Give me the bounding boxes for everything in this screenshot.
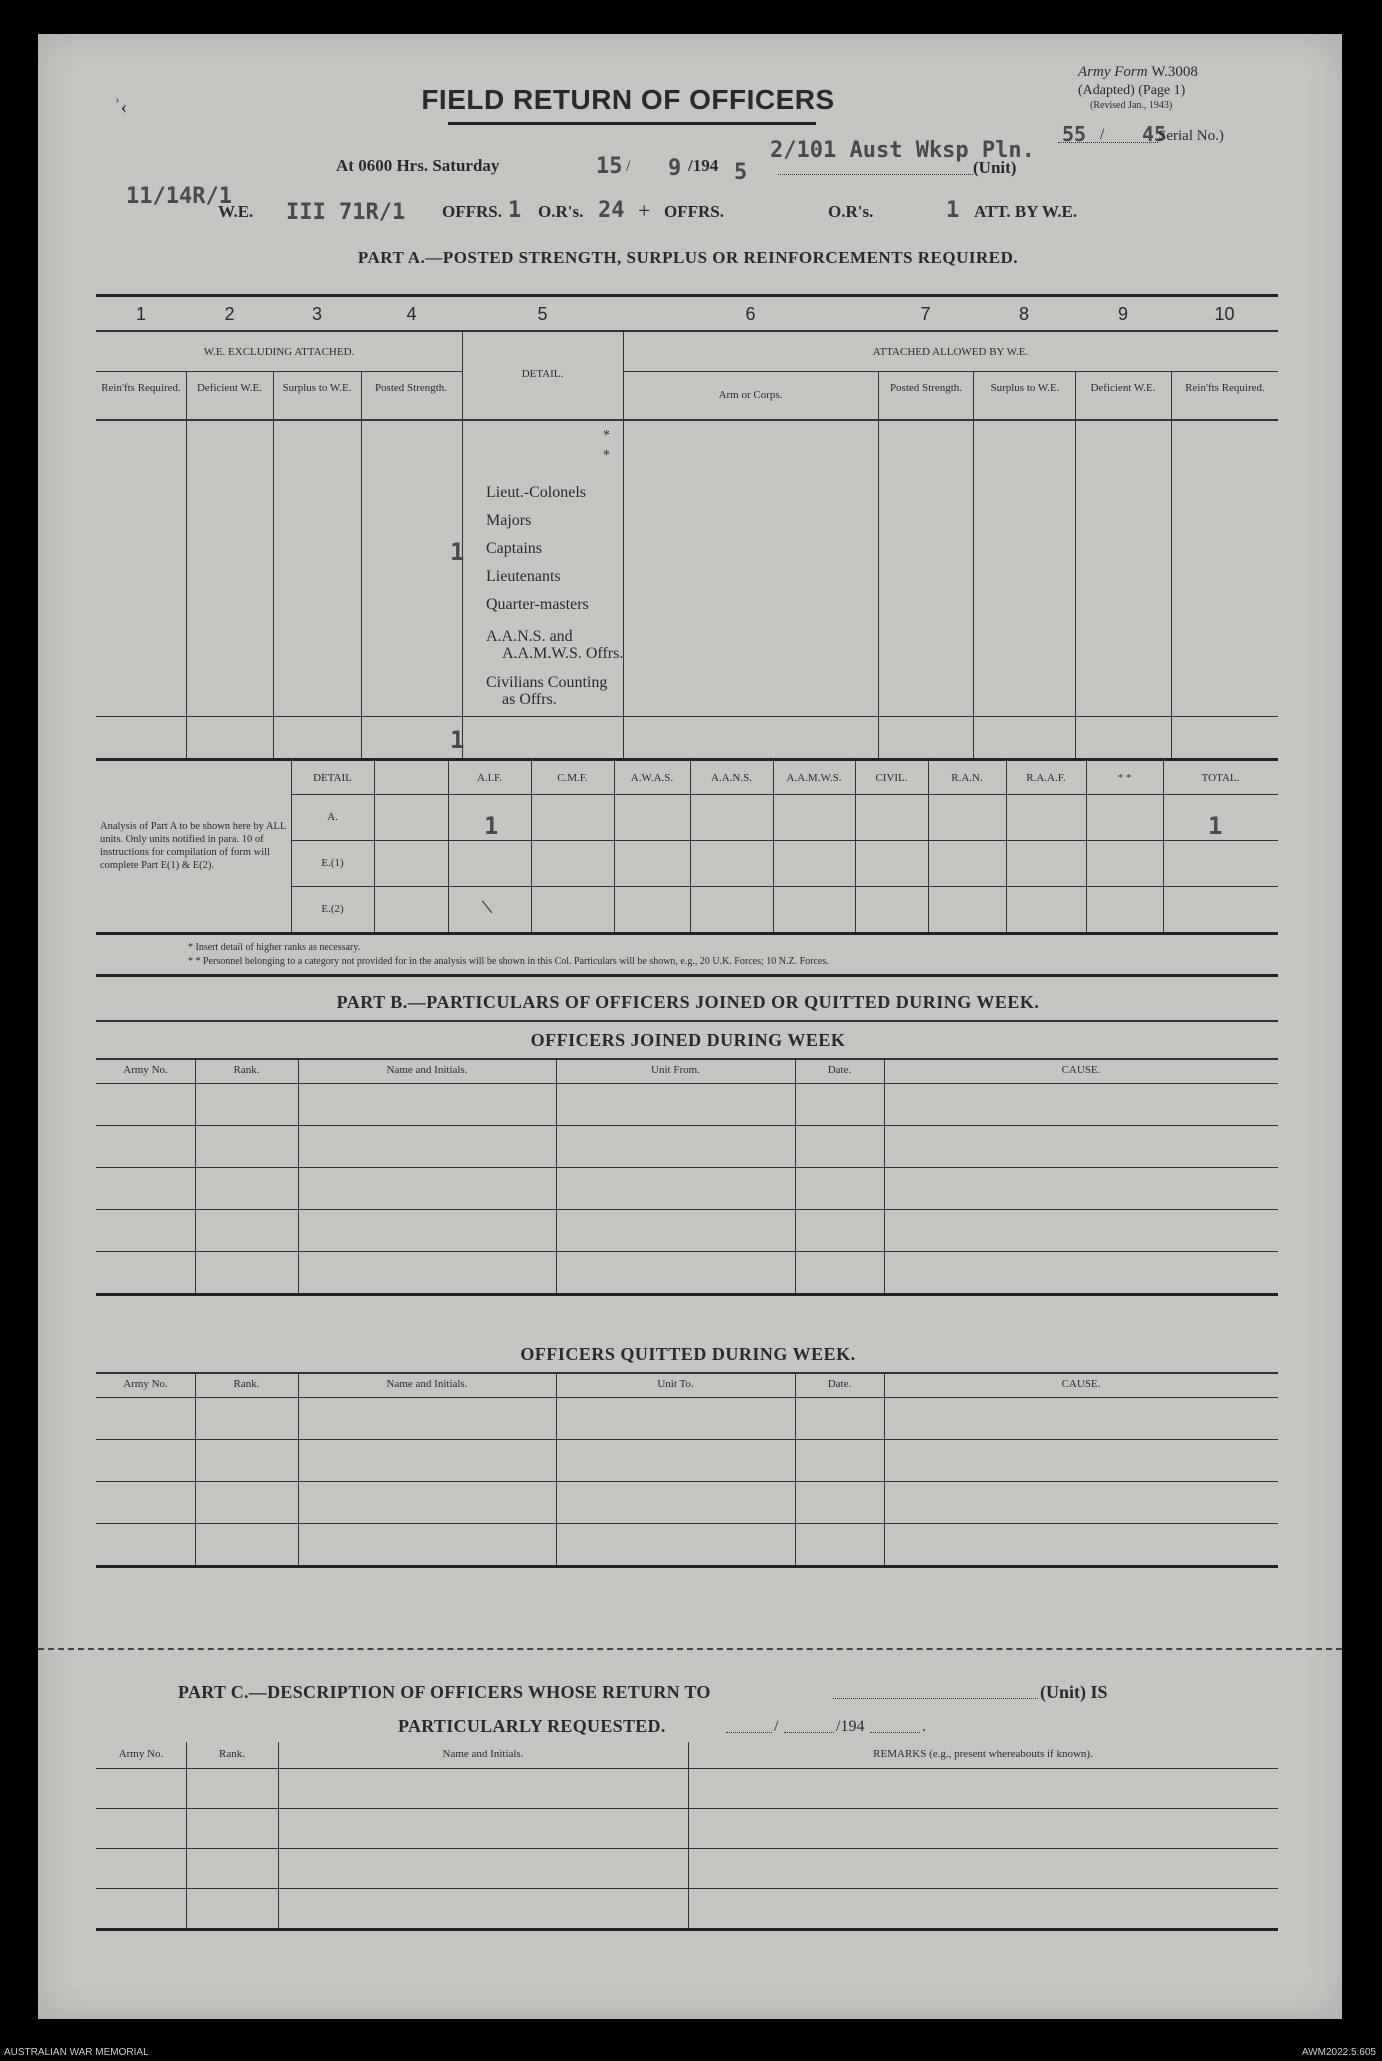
partc-table-col-rule <box>278 1742 279 1928</box>
partc-table-row-rule <box>96 1848 1278 1849</box>
quitted-table-bottom-rule <box>96 1565 1278 1568</box>
joined-title: OFFICERS JOINED DURING WEEK <box>530 1030 846 1050</box>
footer-right: AWM2022.5.605 <box>1301 2047 1376 2058</box>
attached-rule <box>623 371 1278 372</box>
col-num-5: 5 <box>537 304 548 324</box>
joined-title-rule <box>96 1058 1278 1060</box>
part-c-date-dot2 <box>784 1732 834 1733</box>
joined-table-header-5: CAUSE. <box>1061 1064 1101 1076</box>
deficient-we-header: Deficient W.E. <box>196 382 263 394</box>
part-c-date-dot1 <box>726 1732 772 1733</box>
att-posted-strength-header: Posted Strength. <box>889 382 963 394</box>
captains-posted-value: 1 <box>450 538 465 566</box>
joined-table-col-rule <box>556 1058 557 1293</box>
year-digit: 5 <box>734 160 748 185</box>
an-row-e1: E.(1) <box>321 857 344 869</box>
rank-lieutenants: Lieutenants <box>486 568 561 585</box>
partc-table-row-rule <box>96 1888 1278 1889</box>
joined-table-bottom-rule <box>96 1293 1278 1296</box>
col-num-8: 8 <box>1018 304 1029 324</box>
an-e2-mark: \ <box>479 893 495 920</box>
part-b-title: PART B.—PARTICULARS OF OFFICERS JOINED OR QUITTED DURING WEEK. <box>336 992 1040 1012</box>
part-a-title: PART A.—POSTED STRENGTH, SURPLUS OR REINFORCEMENTS REQUIRED. <box>357 248 1019 267</box>
quitted-table-row-rule <box>96 1481 1278 1482</box>
cut-line <box>38 1648 1342 1650</box>
we-label: W.E. <box>218 202 254 221</box>
rank-aans: A.A.N.S. and <box>486 628 573 645</box>
pa-v8 <box>1075 371 1076 758</box>
asterisk-2: * <box>603 448 610 463</box>
part-a-top-rule <box>96 294 1278 297</box>
an-hdr-total: TOTAL. <box>1201 772 1240 784</box>
part-c-date-dot3 <box>870 1732 920 1733</box>
quitted-table-col-rule <box>298 1372 299 1565</box>
joined-table-col-rule <box>195 1058 196 1293</box>
footer <box>0 2046 1382 2061</box>
part-a-num-rule <box>96 330 1278 332</box>
ors2-value: 1 <box>946 198 960 223</box>
year-prefix: /194 <box>688 156 719 175</box>
stray-mark: ʾ‹ <box>114 96 128 118</box>
joined-table-header-3: Unit From. <box>651 1064 700 1076</box>
army-form-text: Army Form <box>1078 64 1148 80</box>
col-num-6: 6 <box>745 304 756 324</box>
rank-lt-col: Lieut.-Colonels <box>486 484 586 501</box>
an-hdr-ran: R.A.N. <box>951 772 983 784</box>
asterisk-1: * <box>603 428 610 443</box>
rank-civilians: Civilians Counting <box>486 674 608 691</box>
joined-table-header-1: Rank. <box>233 1064 260 1076</box>
part-c-line2: PARTICULARLY REQUESTED. <box>398 1716 666 1736</box>
an-hdr-aans: A.A.N.S. <box>711 772 752 784</box>
arm-corps-header: Arm or Corps. <box>718 389 783 401</box>
part-a-bottom-rule <box>96 758 1278 761</box>
col-num-3: 3 <box>311 304 322 324</box>
surplus-we-header: Surplus to W.E. <box>282 382 352 394</box>
partc-table-header-3: REMARKS (e.g., present whereabouts if known). <box>873 1748 1093 1760</box>
we-value: III 71R/1 <box>286 200 406 225</box>
footer-left: AUSTRALIAN WAR MEMORIAL <box>4 2047 149 2058</box>
joined-table-row-rule <box>96 1251 1278 1252</box>
pa-v1 <box>186 371 187 758</box>
att-deficient-header: Deficient W.E. <box>1090 382 1156 394</box>
quitted-table-header-5: CAUSE. <box>1061 1378 1101 1390</box>
part-c-unit-dotline <box>833 1698 1038 1699</box>
quitted-table-header-1: Rank. <box>233 1378 260 1390</box>
an-hdr-aif: A.I.F. <box>476 772 503 784</box>
part-c-slash: / <box>774 1718 779 1735</box>
part-b-rule <box>96 1020 1278 1022</box>
part-c-year: /194 <box>836 1718 865 1735</box>
we-excluding-header: W.E. EXCLUDING ATTACHED. <box>203 346 355 358</box>
quitted-table-col-rule <box>195 1372 196 1565</box>
rank-qm: Quarter-masters <box>486 596 589 613</box>
serial-label: Serial No.) <box>1158 128 1224 144</box>
partc-table-bottom-rule <box>96 1928 1278 1931</box>
adapted-label: (Adapted) (Page 1) <box>1078 83 1186 98</box>
ors-value: 24 <box>598 198 625 223</box>
pa-v7 <box>973 371 974 758</box>
an-hdr-raaf: R.A.A.F. <box>1026 772 1066 784</box>
total-posted-value: 1 <box>450 726 465 754</box>
form-sheet: ʾ‹ Army Form W.3008 (Adapted) (Page 1) (Revised Jan., 1943) FIELD RETURN OF OFFICERS 55 / 45 Serial No.) At 0600 Hrs. Saturday 15 / 9 /194 5 2/101 Aust Wksp Pln. (Unit) 11/14R/1 W.E. III 71R/1 OFFRS. 1 O.R's. 24 + OFFRS. O.R's. 1 ATT. BY W.E. PART A.—POSTED STRENGTH, SURPLUS OR REINFORCEMENTS REQUIRED. 1 2 3 4 5 6 7 8 9 10 W.E. EXCLUDING ATTACHED. DETAIL. ATTACHED ALLOWED BY W.E. Rein'fts Required. Deficient W.E. Surplus to W.E. Posted Strength. Arm or Corps. Posted Strength. Surplus to W.E. Deficient W.E. Rein'fts Required. * * Lieut.-Colonels Majors Captains Lieutenants Quarter-masters A.A.N.S. and A.A.M.W.S. Offrs. Civilians Counting as Offrs. 1 1 Analysis of Part A to be shown here by ALL units. Only units notified in para. 10 of instructions for compilation of form will complete Part E(1) & E(2). DETAIL A.I.F. C.M.F. A.W.A.S. A.A.N.S. A.A.M.W.S. CIVIL. R.A.N. R.A.A.F. * * TOTAL. A. E.(1) E.(2) 1 1 \ * Insert detail of higher ranks as necessary. * * Personnel belonging to a category not provided for in the analysis will be shown in this Col. Particulars will be shown, e.g., 20 U.K. Forces; 10 N.Z. Forces. PART B.—PARTICULARS OF OFFICERS JOINED OR QUITTED DURING WEEK. OFFICERS JOINED DURING WEEK Army No. Rank. Name and Initials. Unit From. Date. CAUSE. OFFICERS QUITTED DURING WEEK. Army No. Rank. Name and Initials. Unit To. Date. CAUSE. PART C.—DESCRIPTION OF OFFICERS WHOSE RETURN TO (Unit) IS PARTICULARLY REQUESTED. / /194 . Army No. Rank. Name and Initials. REMARKS (e.g., present whereabouts if known). <box>38 34 1342 2019</box>
partc-table-col-rule <box>186 1742 187 1928</box>
joined-table-col-rule <box>884 1058 885 1293</box>
analysis-note: Analysis of Part A to be shown here by ALL units. Only units notified in para. 10 of instructions for compilation of form will complete Part E(1) & E(2). <box>100 821 286 871</box>
title-underline <box>448 122 816 125</box>
ors2-label: O.R's. <box>828 202 874 221</box>
analysis-bottom-rule <box>96 932 1278 935</box>
unit-value: 2/101 Aust Wksp Pln. <box>770 138 1035 163</box>
quitted-table-header-0: Army No. <box>123 1378 168 1390</box>
footnote-1: * Insert detail of higher ranks as necessary. <box>188 942 361 953</box>
an-hdr-cmf: C.M.F. <box>557 772 588 784</box>
att-label: ATT. BY W.E. <box>974 202 1078 221</box>
quitted-table-header-rule <box>96 1397 1278 1398</box>
quitted-table-col-rule <box>556 1372 557 1565</box>
serial-dotline <box>1058 142 1158 143</box>
joined-table-col-rule <box>795 1058 796 1293</box>
posted-strength-header: Posted Strength. <box>374 382 448 394</box>
reinf-required-header: Rein'fts Required. <box>101 382 181 394</box>
an-hdr-aamws: A.A.M.W.S. <box>786 772 842 784</box>
joined-table-col-rule <box>298 1058 299 1293</box>
we-excl-rule <box>96 371 462 372</box>
serial-value: 55 <box>1062 122 1087 146</box>
ors-label: O.R's. <box>538 202 584 221</box>
rank-aamws: A.A.M.W.S. Offrs. <box>502 645 624 662</box>
att-reinf-header: Rein'fts Required. <box>1185 382 1265 394</box>
quitted-title-rule <box>96 1372 1278 1374</box>
part-c-period: . <box>922 1718 926 1735</box>
joined-table-header-2: Name and Initials. <box>386 1064 468 1076</box>
an-hdr-civil: CIVIL. <box>875 772 908 784</box>
offrs-value: 1 <box>508 198 522 223</box>
an-a-aif-value: 1 <box>484 812 499 840</box>
pa-v9 <box>1171 371 1172 758</box>
analysis-row-e1-rule <box>291 886 1278 887</box>
army-form-label <box>1078 64 1198 81</box>
at-line-label: At 0600 Hrs. Saturday <box>336 156 500 175</box>
an-hdr-other: * * <box>1117 772 1132 784</box>
form-number: W.3008 <box>1151 64 1198 80</box>
rank-captains: Captains <box>486 540 542 557</box>
rank-as-offrs: as Offrs. <box>502 691 557 708</box>
quitted-table-row-rule <box>96 1523 1278 1524</box>
quitted-table-row-rule <box>96 1439 1278 1440</box>
joined-table-header-rule <box>96 1083 1278 1084</box>
col-num-4: 4 <box>406 304 417 324</box>
pa-v3 <box>361 371 362 758</box>
joined-table-header-0: Army No. <box>123 1064 168 1076</box>
month-value: 9 <box>668 156 682 181</box>
an-a-total-value: 1 <box>1208 812 1223 840</box>
partc-table-header-0: Army No. <box>118 1748 164 1760</box>
joined-table-row-rule <box>96 1209 1278 1210</box>
analysis-row-a-rule <box>291 840 1278 841</box>
offrs-label: OFFRS. <box>442 202 502 221</box>
part-b-top-rule <box>96 974 1278 977</box>
joined-table-header-4: Date. <box>827 1064 852 1076</box>
quitted-table-header-3: Unit To. <box>657 1378 694 1390</box>
unit-dotline <box>778 174 973 175</box>
quitted-table-col-rule <box>884 1372 885 1565</box>
quitted-title: OFFICERS QUITTED DURING WEEK. <box>520 1344 856 1364</box>
joined-table-row-rule <box>96 1167 1278 1168</box>
quitted-table-header-2: Name and Initials. <box>386 1378 468 1390</box>
partc-table-col-rule <box>688 1742 689 1928</box>
col-num-2: 2 <box>224 304 235 324</box>
col-num-1: 1 <box>135 304 146 324</box>
an-row-a: A. <box>327 811 338 823</box>
att-surplus-header: Surplus to W.E. <box>990 382 1060 394</box>
attached-allowed-header: ATTACHED ALLOWED BY W.E. <box>872 346 1029 358</box>
part-c-unit-is: (Unit) IS <box>1040 1682 1108 1702</box>
detail-header: DETAIL. <box>521 368 564 380</box>
margin-note: 11/14R/1 <box>126 184 232 209</box>
unit-label: (Unit) <box>973 158 1017 177</box>
an-hdr-awas: A.W.A.S. <box>630 772 674 784</box>
footnote-2: * * Personnel belonging to a category not provided for in the analysis will be shown in this Col. Particulars will be shown, e.g., 20 U.K. Forces; 10 N.Z. Forces. <box>188 956 829 967</box>
col-num-9: 9 <box>1117 304 1128 324</box>
joined-table-row-rule <box>96 1125 1278 1126</box>
partc-table-header-1: Rank. <box>219 1748 245 1760</box>
col-num-7: 7 <box>920 304 931 324</box>
quitted-table-header-4: Date. <box>827 1378 852 1390</box>
col-num-10: 10 <box>1214 304 1235 324</box>
pa-v6 <box>878 371 879 758</box>
revised-label: (Revised Jan., 1943) <box>1090 100 1173 111</box>
plus-sign: + <box>638 198 651 223</box>
pa-v2 <box>273 371 274 758</box>
serial-value-2: 45 <box>1142 122 1167 146</box>
analysis-header-rule <box>291 794 1278 795</box>
an-row-e2: E.(2) <box>321 903 344 915</box>
an-hdr-detail: DETAIL <box>313 772 352 784</box>
partc-table-header-2: Name and Initials. <box>442 1748 524 1760</box>
day-value: 15 <box>596 154 623 179</box>
rank-majors: Majors <box>486 512 532 529</box>
partc-table-row-rule <box>96 1808 1278 1809</box>
page-title: FIELD RETURN OF OFFICERS <box>421 84 835 115</box>
offrs2-label: OFFRS. <box>664 202 724 221</box>
partc-table-header-rule <box>96 1768 1278 1769</box>
part-c-title: PART C.—DESCRIPTION OF OFFICERS WHOSE RETURN TO <box>178 1682 711 1702</box>
quitted-table-col-rule <box>795 1372 796 1565</box>
an-v1 <box>374 758 375 932</box>
